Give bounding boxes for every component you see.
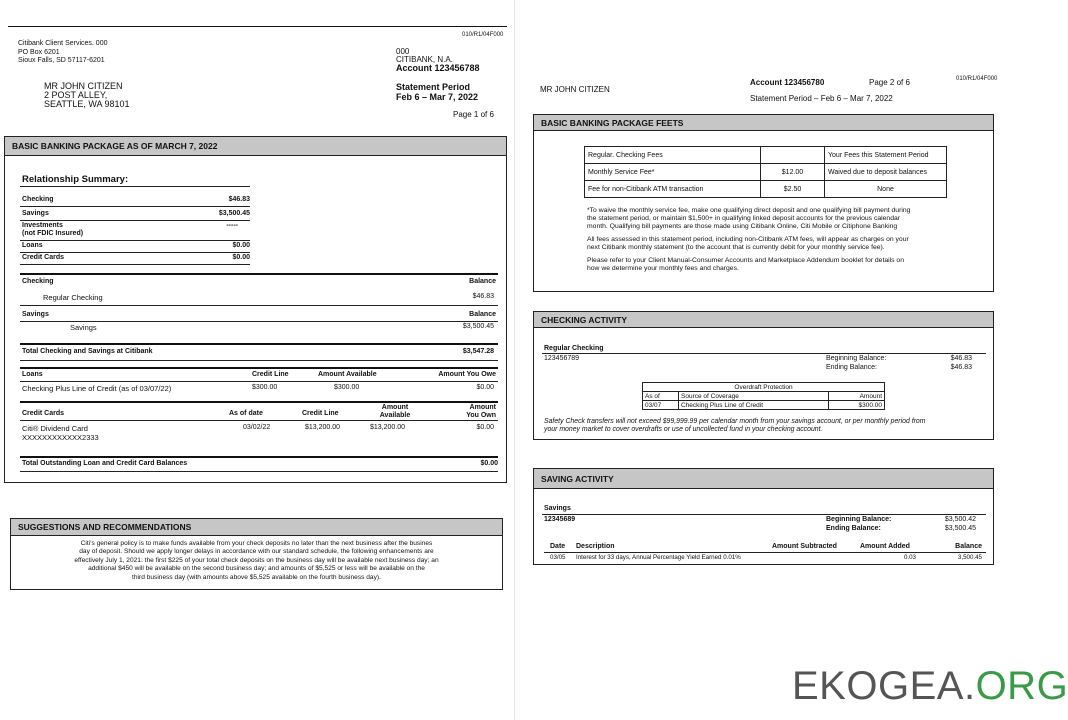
overdraft-cell: Checking Plus Line of Credit bbox=[679, 401, 829, 410]
loan-amount-available: $300.00 bbox=[334, 384, 360, 391]
savings-ending-label: Ending Balance: bbox=[826, 525, 881, 532]
loan-credit-line: $300.00 bbox=[252, 384, 278, 391]
total-checking-savings-value: $3,547.28 bbox=[462, 348, 494, 355]
divider bbox=[20, 240, 250, 241]
fees-title: BASIC BANKING PACKAGE FEETS bbox=[533, 114, 994, 131]
checking-account-number: 123456789 bbox=[544, 355, 580, 362]
summary-investments-label: Investments (not FDIC Insured) bbox=[22, 222, 84, 237]
suggestions-title: SUGGESTIONS AND RECOMMENDATIONS bbox=[10, 518, 503, 536]
safety-check-note: Safety Check transfers will not exceed $99,999.99 per calendar month from your savings account, or per monthly period from your money market to cover overdrafts or use of uncollected fund in your checking account. bbox=[544, 418, 926, 433]
divider bbox=[20, 471, 498, 472]
divider bbox=[20, 401, 498, 403]
statement-period: Statement Period Feb 6 – Mar 7, 2022 bbox=[396, 82, 479, 102]
credit-cards-header: Credit Cards bbox=[22, 410, 65, 417]
cc-amount-owe: $0.00 bbox=[476, 424, 494, 431]
savings-txn-date: 03/05 bbox=[550, 554, 566, 561]
savings-value: $3,500.45 bbox=[462, 323, 494, 330]
cc-as-of-date: 03/02/22 bbox=[243, 424, 271, 431]
fees-table bbox=[584, 146, 947, 198]
checking-ending-label: Ending Balance: bbox=[826, 364, 877, 371]
savings-date-header: Date bbox=[550, 543, 566, 550]
cc-amount-owe-header: Amount You Own bbox=[466, 404, 496, 419]
summary-checking-label: Checking bbox=[22, 196, 54, 203]
fees-cell bbox=[761, 147, 825, 164]
savings-balance-header: Balance bbox=[955, 543, 982, 550]
page-number: Page 1 of 6 bbox=[453, 110, 494, 119]
cc-credit-line-header: Credit Line bbox=[302, 410, 339, 417]
total-outstanding-label: Total Outstanding Loan and Credit Card Balances bbox=[22, 460, 188, 467]
summary-checking-value: $46.83 bbox=[228, 196, 250, 203]
fees-cell: Your Fees this Statement Period bbox=[825, 147, 947, 164]
checking-balance-label: Balance bbox=[469, 278, 496, 285]
loans-header: Loans bbox=[22, 371, 43, 378]
fees-cell: Fee for non-Citibank ATM transaction bbox=[585, 181, 761, 198]
total-checking-savings-label: Total Checking and Savings at Citibank bbox=[22, 348, 153, 355]
saving-activity-title: SAVING ACTIVITY bbox=[533, 468, 994, 489]
form-code: 010/R1/04F000 bbox=[462, 32, 504, 38]
savings-subtracted-header: Amount Subtracted bbox=[772, 543, 837, 550]
statement-period: Statement Period – Feb 6 – Mar 7, 2022 bbox=[750, 94, 893, 103]
summary-title: Relationship Summary: bbox=[22, 174, 129, 185]
recipient-address: MR JOHN CITIZEN 2 POST ALLEY, SEATTLE, WA 98101 bbox=[44, 81, 130, 109]
divider bbox=[542, 514, 986, 515]
summary-credit-cards-label: Credit Cards bbox=[22, 254, 65, 261]
divider bbox=[20, 456, 498, 458]
overdraft-title: Overdraft Protection bbox=[643, 383, 885, 392]
cc-credit-line: $13,200.00 bbox=[305, 424, 341, 431]
savings-txn-balance: 3,500.45 bbox=[957, 554, 982, 561]
savings-beginning-value: $3,500.42 bbox=[944, 516, 976, 523]
fees-cell: Waived due to deposit balances bbox=[825, 164, 947, 181]
fees-row bbox=[585, 181, 947, 198]
cc-amount-available: $13,200.00 bbox=[370, 424, 406, 431]
fees-notes: *To waive the monthly service fee, make one qualifying direct deposit and one qualifying bill payment during the statement period, or maintain $1,500+ in qualifying linked deposit accounts for the previous calendar month. Qualifying bill payments are those made using Citibank Online, Citi Mobile or Citiphone Banking All fees assessed in this statement period, including non-Citibank ATM fees, will appear as charges on your next Citibank monthly statement (to the account that is currently debit for your monthly service fee). Please refer to your Client Manual-Consumer Accounts and Marketplace Addendum booklet for details on how we determine your monthly fees and charges. bbox=[587, 207, 911, 272]
package-title: BASIC BANKING PACKAGE AS OF MARCH 7, 2022 bbox=[4, 136, 507, 156]
loan-amount-owe: $0.00 bbox=[476, 384, 494, 391]
account-number: Account 123456780 bbox=[750, 78, 825, 87]
summary-credit-cards-value: $0.00 bbox=[232, 254, 250, 261]
checking-beginning-value: $46.83 bbox=[950, 355, 972, 362]
savings-balance-label: Balance bbox=[469, 311, 496, 318]
fees-cell: Regular. Checking Fees bbox=[585, 147, 761, 164]
divider bbox=[20, 252, 250, 253]
checking-label: Checking bbox=[22, 278, 54, 285]
overdraft-cell: Amount bbox=[829, 392, 885, 401]
overdraft-row bbox=[643, 401, 885, 410]
divider bbox=[20, 321, 498, 322]
fees-cell: $2.50 bbox=[761, 181, 825, 198]
cc-amount-available-header: Amount Available bbox=[379, 404, 411, 419]
cc-as-of-header: As of date bbox=[229, 410, 263, 417]
summary-savings-value: $3,500.45 bbox=[218, 210, 250, 217]
checking-value: $46.83 bbox=[472, 293, 494, 300]
overdraft-header-row bbox=[643, 392, 885, 401]
summary-investments-value: ----- bbox=[226, 222, 238, 229]
overdraft-cell: $300.00 bbox=[829, 401, 885, 410]
checking-beginning-label: Beginning Balance: bbox=[826, 355, 887, 362]
fees-row bbox=[585, 164, 947, 181]
overdraft-title-row bbox=[643, 383, 885, 392]
bank-block: 000 CITIBANK, N.A. Account 123456788 bbox=[396, 47, 480, 73]
savings-txn-added: 0.03 bbox=[903, 554, 916, 561]
loans-credit-line-header: Credit Line bbox=[252, 371, 289, 378]
watermark-part1: EKOGEA. bbox=[792, 664, 976, 708]
savings-txn-description: Interest for 33 days, Annual Percentage Yield Earned 0.01% bbox=[576, 554, 741, 561]
divider bbox=[20, 367, 498, 369]
divider bbox=[20, 206, 250, 207]
divider bbox=[20, 420, 498, 421]
fees-cell: Monthly Service Fee* bbox=[585, 164, 761, 181]
statement-page-2 bbox=[530, 68, 1000, 720]
overdraft-cell: As of bbox=[643, 392, 679, 401]
page-top-rule bbox=[8, 26, 507, 27]
sender-address: Citibank Client Services. 000 PO Box 6201 Sioux Falls, SD 57117-6201 bbox=[18, 40, 108, 64]
page-number: Page 2 of 6 bbox=[869, 78, 910, 87]
savings-account-name: Savings bbox=[544, 505, 571, 512]
divider bbox=[544, 552, 986, 553]
savings-label: Savings bbox=[22, 311, 49, 318]
divider bbox=[542, 353, 986, 354]
divider bbox=[20, 220, 250, 221]
loans-amount-owe-header: Amount You Owe bbox=[438, 371, 496, 378]
loans-amount-available-header: Amount Available bbox=[318, 371, 377, 378]
savings-added-header: Amount Added bbox=[860, 543, 910, 550]
recipient-name: MR JOHN CITIZEN bbox=[540, 85, 610, 94]
savings-item: Savings bbox=[70, 323, 97, 332]
form-code: 010/R1/04F000 bbox=[956, 76, 998, 82]
fees-cell: None bbox=[825, 181, 947, 198]
divider bbox=[20, 264, 250, 265]
watermark-part2: ORG bbox=[975, 664, 1068, 708]
checking-account-name: Regular Checking bbox=[544, 345, 604, 352]
checking-item: Regular Checking bbox=[43, 293, 103, 302]
overdraft-cell: Source of Coverage bbox=[679, 392, 829, 401]
total-outstanding-value: $0.00 bbox=[480, 460, 498, 467]
summary-savings-label: Savings bbox=[22, 210, 49, 217]
credit-card-name: Citi® Dividend Card XXXXXXXXXXXX2333 bbox=[22, 424, 99, 442]
divider bbox=[20, 273, 498, 275]
account-number: Account 123456788 bbox=[396, 63, 480, 73]
divider bbox=[20, 381, 498, 382]
loan-name: Checking Plus Line of Credit (as of 03/07/22) bbox=[22, 384, 172, 393]
summary-loans-value: $0.00 bbox=[232, 242, 250, 249]
fees-cell: $12.00 bbox=[761, 164, 825, 181]
checking-activity-title: CHECKING ACTIVITY bbox=[533, 311, 994, 328]
savings-description-header: Description bbox=[576, 543, 615, 550]
savings-ending-value: $3,500.45 bbox=[944, 525, 976, 532]
divider bbox=[20, 360, 498, 361]
divider bbox=[20, 186, 250, 187]
watermark-logo bbox=[792, 664, 1068, 709]
statement-page-1 bbox=[0, 0, 515, 720]
savings-account-number: 12345689 bbox=[544, 516, 576, 523]
overdraft-table bbox=[642, 382, 885, 410]
divider bbox=[20, 305, 498, 306]
divider bbox=[20, 343, 498, 345]
suggestions-text: Citi's general policy is to make funds available from your check deposits no later than the next business after the busines day of deposit. Should we apply longer delays in accordance with our standard schedule, the following enhancements are effectively July 1, 2021: the first $225 of your total check deposits on the business day will be available next business day; an additional $450 will be available on the second business day; and amounts of $5,525 or less will be available on the third business day (with amounts above $5,525 available on the fourth business day). bbox=[74, 540, 439, 581]
overdraft-cell: 03/07 bbox=[643, 401, 679, 410]
savings-beginning-label: Beginning Balance: bbox=[826, 516, 892, 523]
summary-loans-label: Loans bbox=[22, 242, 43, 249]
fees-row bbox=[585, 147, 947, 164]
checking-ending-value: $46.83 bbox=[950, 364, 972, 371]
